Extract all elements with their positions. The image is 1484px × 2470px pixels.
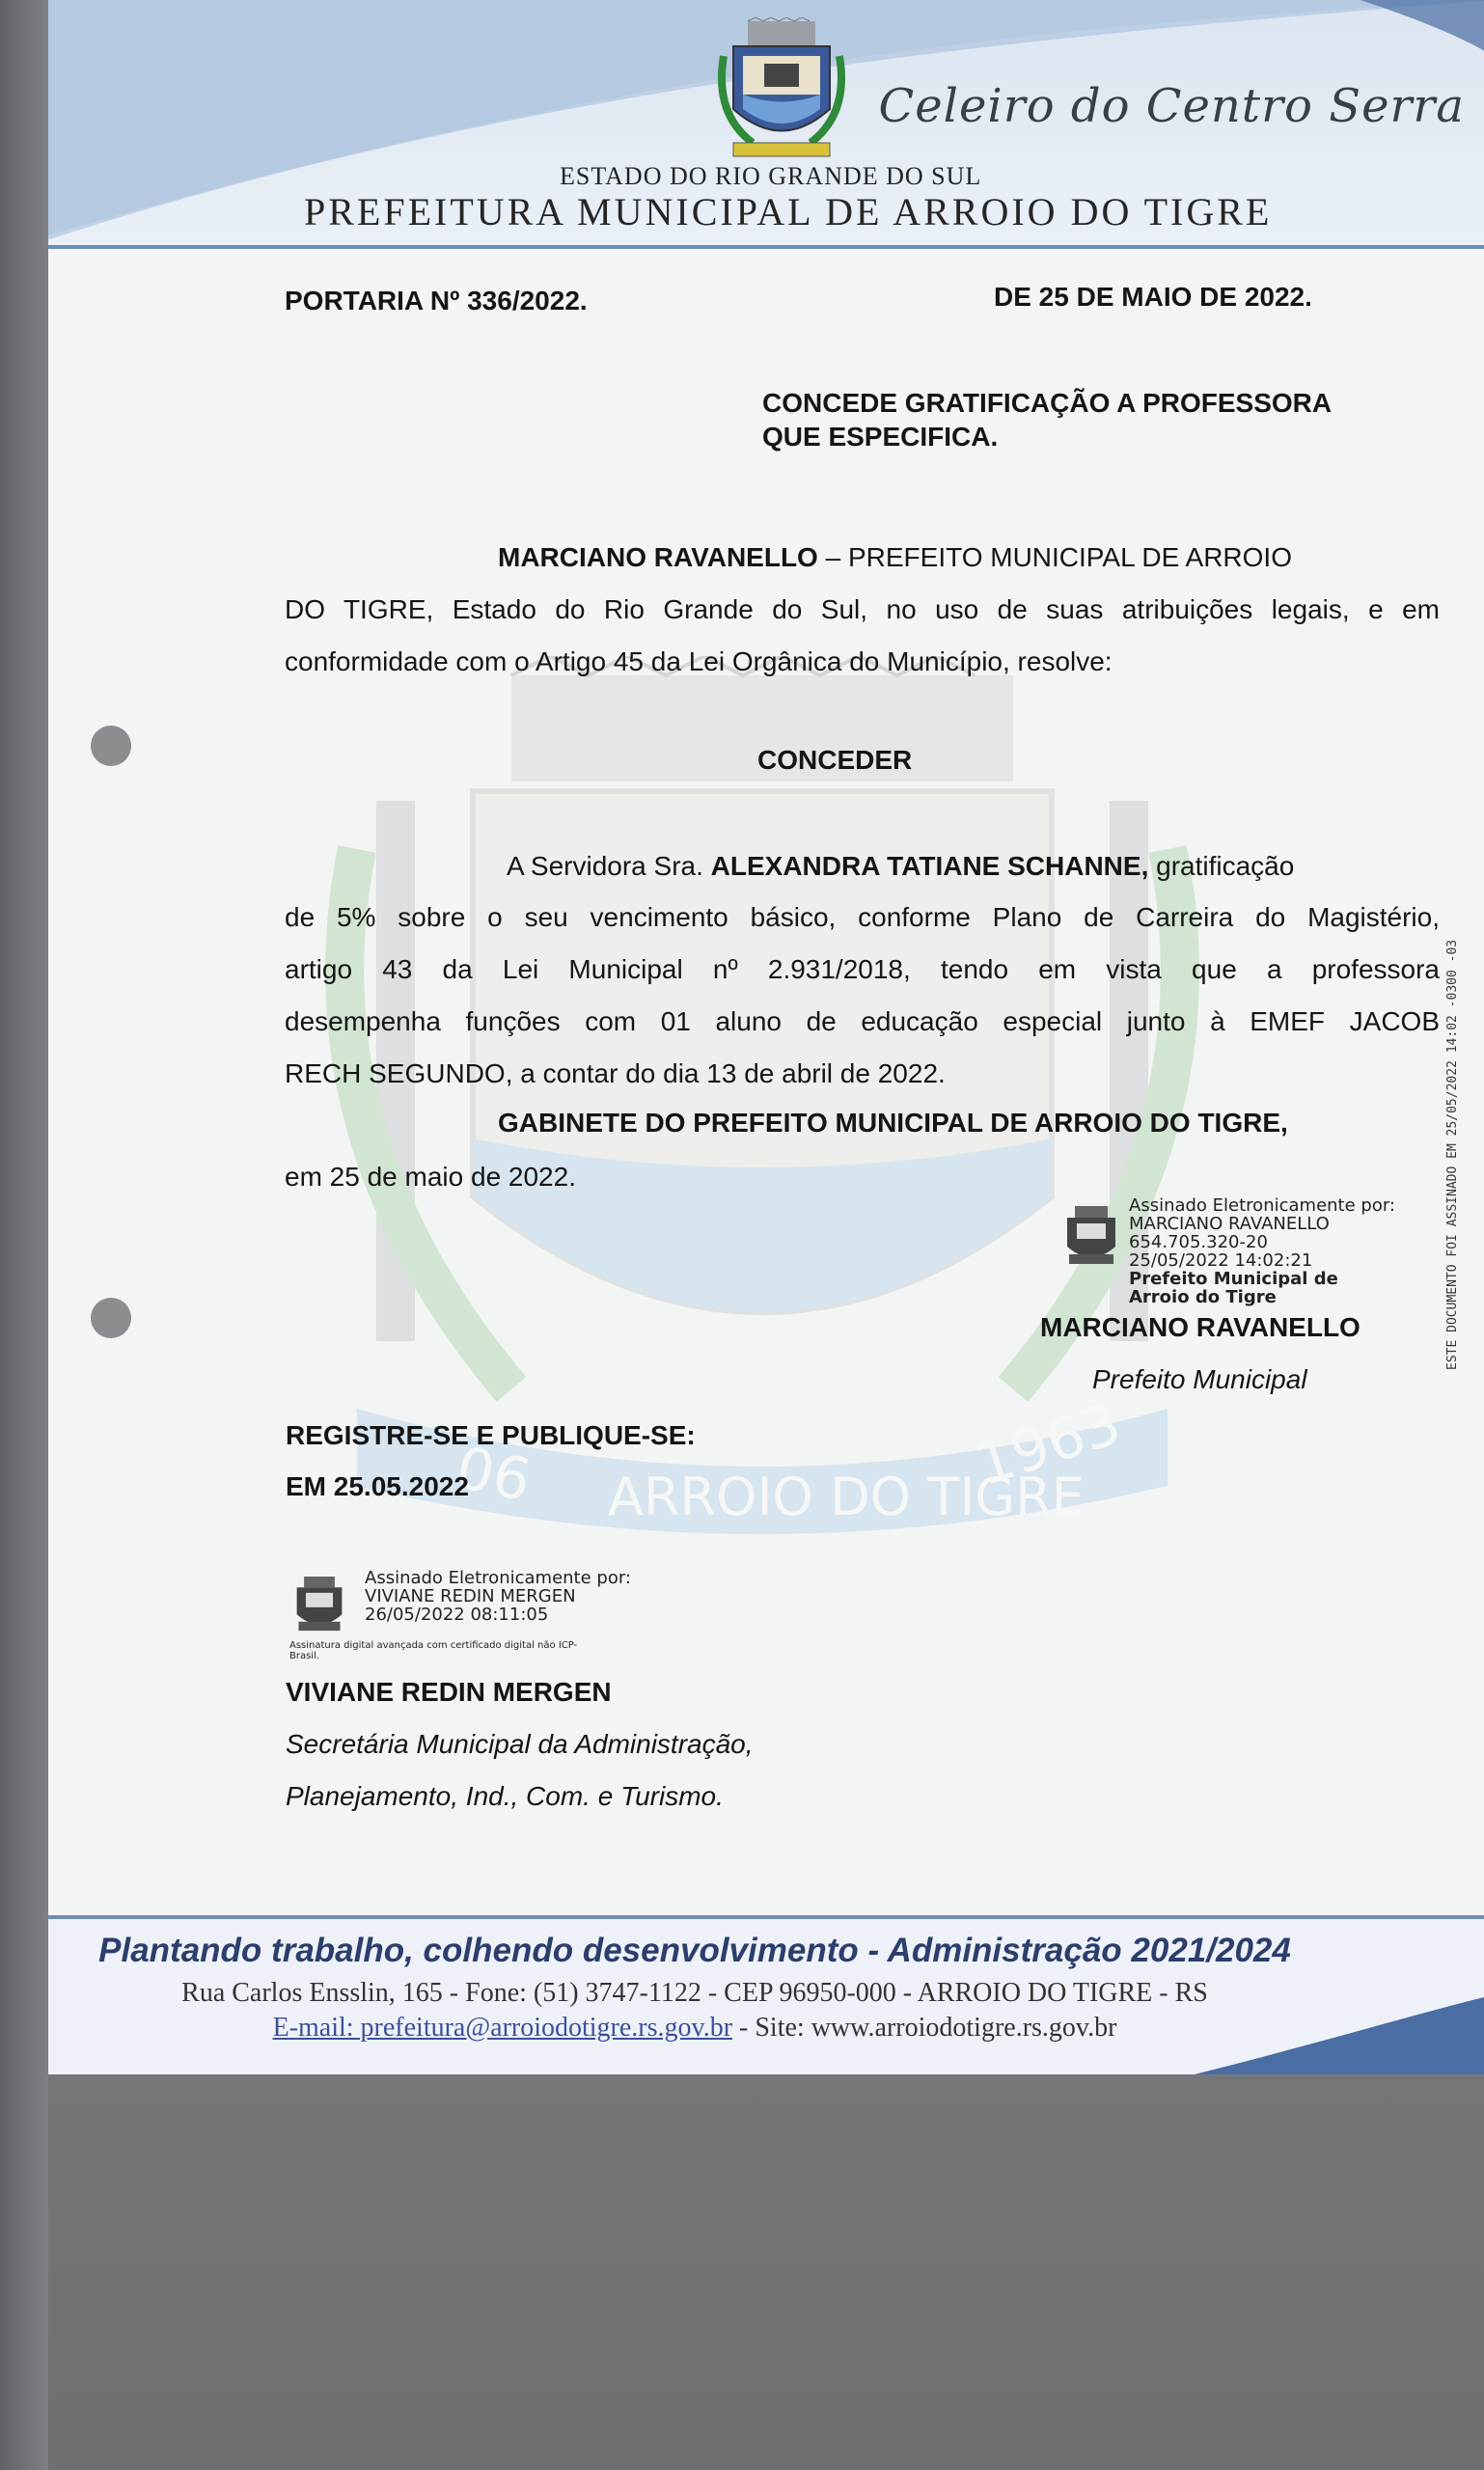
preamble-line-1	[498, 542, 1440, 573]
esig-name: VIVIANE REDIN MERGEN	[365, 1586, 576, 1606]
state-name: ESTADO DO RIO GRANDE DO SUL	[560, 162, 982, 190]
esig-name: MARCIANO RAVANELLO	[1129, 1214, 1330, 1234]
preamble-text: – PREFEITO MUNICIPAL DE ARROIO	[817, 542, 1292, 572]
secretary-signer-name: VIVIANE REDIN MERGEN	[286, 1677, 612, 1707]
summary-line-1: CONCEDE GRATIFICAÇÃO A PROFESSORA	[762, 388, 1333, 418]
closing-line-2: em 25 de maio de 2022.	[285, 1162, 576, 1192]
secretary-title-line-1: Secretária Municipal da Administração,	[286, 1729, 754, 1759]
esig-label: Assinado Eletronicamente por:	[365, 1568, 631, 1588]
side-verification-note: ESTE DOCUMENTO FOI ASSINADO EM 25/05/2022 14:02 -0300 -03	[1445, 939, 1460, 1370]
header-rule	[48, 245, 1484, 249]
letterhead	[48, 0, 1484, 246]
document-page	[48, 0, 1484, 2074]
esig-timestamp: 25/05/2022 14:02:21	[1129, 1250, 1313, 1271]
punch-hole	[91, 1298, 131, 1338]
esig-certificate-note	[289, 1640, 577, 1661]
body-line-4: desempenha funções com 01 aluno de educação especial junto à EMEF JACOB	[285, 1006, 1440, 1036]
preamble-line-3: conformidade com o Artigo 45 da Lei Orgânica do Município, resolve:	[285, 646, 1113, 676]
punch-hole	[91, 726, 131, 766]
municipal-crest-icon	[714, 17, 849, 162]
esig-role: Prefeito Municipal de	[1129, 1269, 1338, 1289]
body-line-3: artigo 43 da Lei Municipal nº 2.931/2018, tendo em vista que a professora	[285, 954, 1440, 984]
letterhead-footer	[48, 1915, 1484, 2074]
motto: Celeiro do Centro Serra	[878, 79, 1465, 133]
esig-cpf: 654.705.320-20	[1129, 1232, 1268, 1252]
footer-rule	[48, 1915, 1484, 1919]
esig-label: Assinado Eletronicamente por:	[1129, 1195, 1395, 1216]
watermark-year-right: 1963	[968, 1389, 1129, 1500]
email-link[interactable]: E-mail: prefeitura@arroiodotigre.rs.gov.br	[272, 2013, 733, 2043]
secretary-signature-crest-icon	[291, 1575, 347, 1634]
mayor-signer-title: Prefeito Municipal	[1092, 1364, 1307, 1394]
scan-edge	[0, 0, 48, 2470]
preamble-line-2: DO TIGRE, Estado do Rio Grande do Sul, no uso de suas atribuições legais, e em	[285, 594, 1440, 624]
esig-note-2: Brasil.	[289, 1651, 320, 1661]
body-intro: A Servidora Sra.	[507, 851, 711, 881]
body-line-5: RECH SEGUNDO, a contar do dia 13 de abril de 2022.	[285, 1058, 946, 1088]
footer-slogan: Plantando trabalho, colhendo desenvolvimento - Administração 2021/2024	[98, 1932, 1291, 1969]
body-line-1	[507, 851, 1440, 882]
summary-line-2: QUE ESPECIFICA.	[762, 422, 999, 452]
secretary-esignature	[365, 1569, 631, 1624]
closing-line-1: GABINETE DO PREFEITO MUNICIPAL DE ARROIO DO TIGRE,	[498, 1108, 1288, 1138]
secretary-title-line-2: Planejamento, Ind., Com. e Turismo.	[286, 1781, 724, 1811]
body-text: gratificação	[1148, 851, 1295, 881]
action-heading: CONCEDER	[757, 745, 913, 775]
watermark-year-left: 06	[450, 1434, 537, 1516]
mayor-name: MARCIANO RAVANELLO	[498, 542, 818, 572]
esig-role-2: Arroio do Tigre	[1129, 1287, 1277, 1307]
footer-contact	[48, 2013, 1341, 2044]
body-line-2: de 5% sobre o seu vencimento básico, conforme Plano de Carreira do Magistério,	[285, 902, 1440, 932]
mayor-signature-crest-icon	[1061, 1204, 1121, 1268]
register-line-2: EM 25.05.2022	[286, 1471, 469, 1501]
city-hall-name: PREFEITURA MUNICIPAL DE ARROIO DO TIGRE	[304, 190, 1273, 233]
employee-name: ALEXANDRA TATIANE SCHANNE,	[710, 851, 1149, 881]
esig-timestamp: 26/05/2022 08:11:05	[365, 1605, 549, 1625]
site-text: - Site: www.arroiodotigre.rs.gov.br	[732, 2013, 1117, 2043]
mayor-signer-name: MARCIANO RAVANELLO	[1040, 1312, 1360, 1342]
mayor-esignature	[1129, 1196, 1395, 1306]
esig-note: Assinatura digital avançada com certificado digital não ICP-	[289, 1640, 578, 1651]
register-line-1: REGISTRE-SE E PUBLIQUE-SE:	[286, 1420, 696, 1450]
footer-address: Rua Carlos Ensslin, 165 - Fone: (51) 3747-1122 - CEP 96950-000 - ARROIO DO TIGRE - RS	[181, 1978, 1208, 2008]
watermark-ring-text: ARROIO DO TIGRE	[608, 1467, 1085, 1527]
portaria-number: PORTARIA Nº 336/2022.	[285, 286, 588, 316]
portaria-date: DE 25 DE MAIO DE 2022.	[994, 282, 1312, 312]
